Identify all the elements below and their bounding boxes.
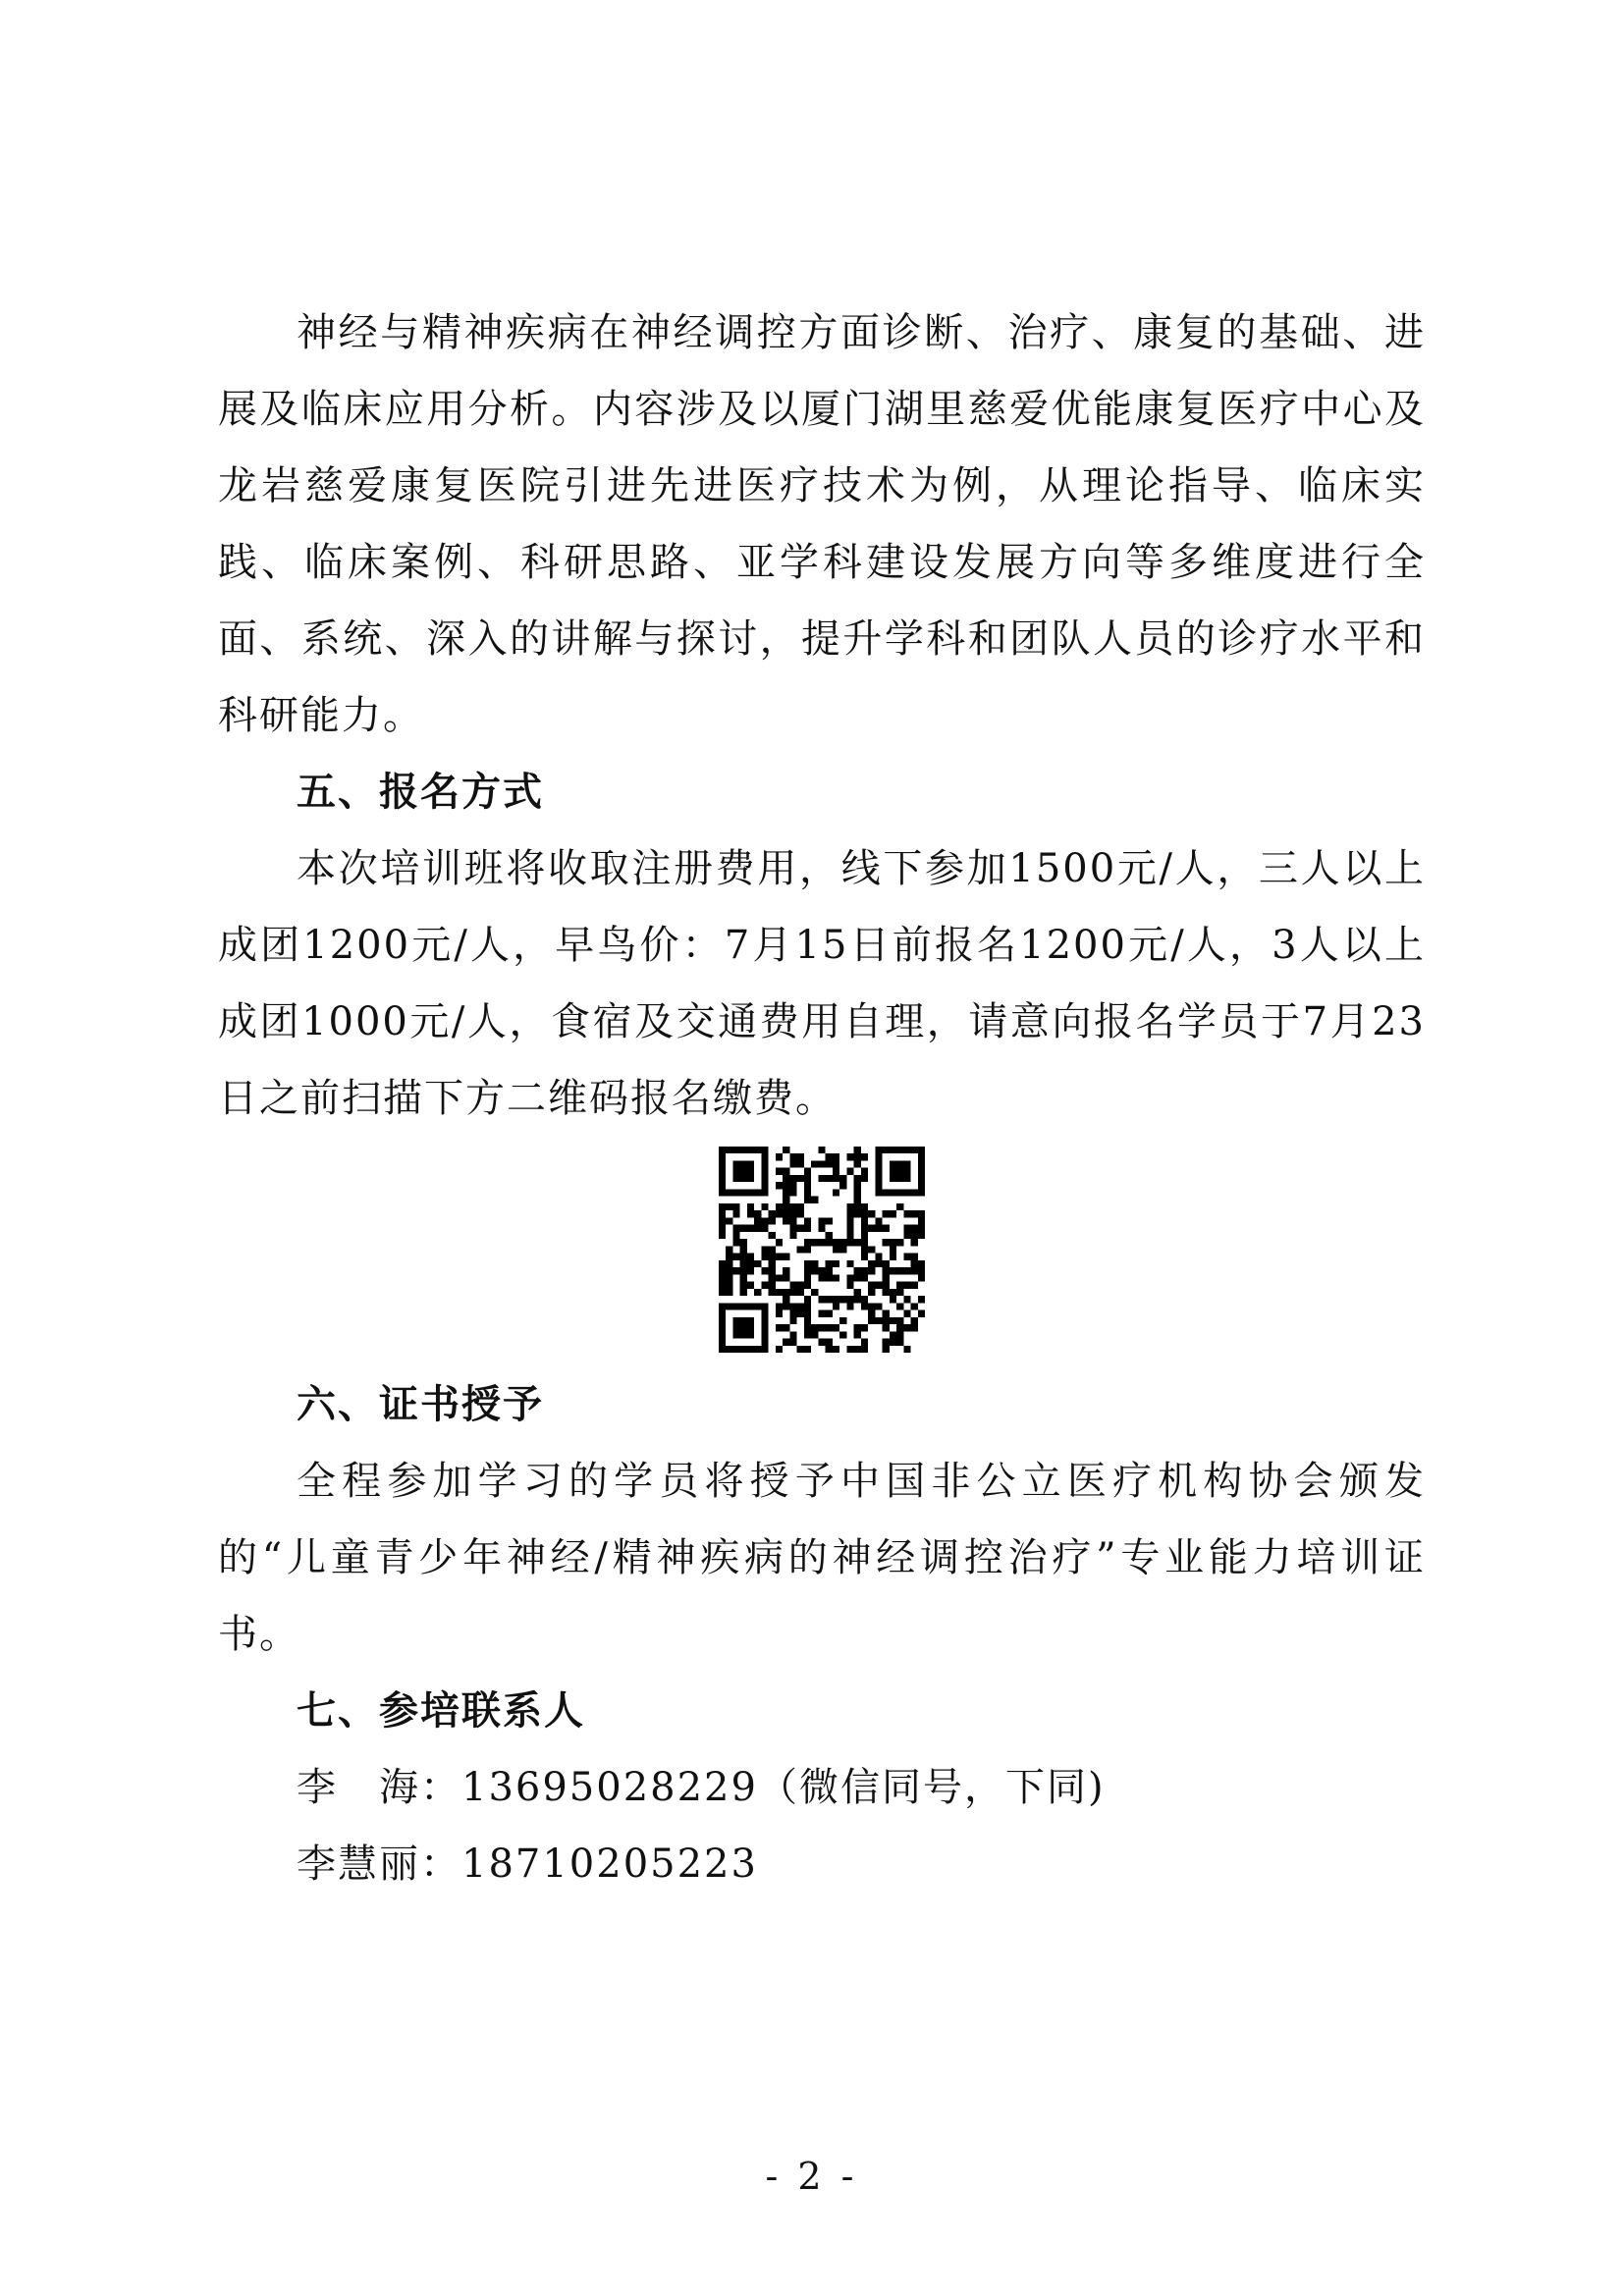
contact-line: 李慧丽：18710205223 — [297, 1842, 758, 1887]
contact-line: 李 海：13695028229（微信同号，下同) — [297, 1765, 1106, 1810]
section7-heading: 七、参培联系人 — [297, 1687, 585, 1734]
section6-body: 全程参加学习的学员将授予中国非公立医疗机构协会颁发的“儿童青少年神经/精神疾病的神经调控治疗”专业能力培训证书。 — [218, 1459, 1426, 1657]
section5-heading: 五、报名方式 — [297, 769, 544, 815]
intro-paragraph: 神经与精神疾病在神经调控方面诊断、治疗、康复的基础、进展及临床应用分析。内容涉及以厦门湖里慈爱优能康复医疗中心及龙岩慈爱康复医院引进先进医疗技术为例，从理论指导、临床实践、临床案例、科研思路、亚学科建设发展方向等多维度进行全面、系统、深入的讲解与探讨，提升学科和团队人员的诊疗水平和科研能力。 — [218, 310, 1426, 738]
registration-qr-code[interactable] — [719, 1147, 925, 1353]
section5-body: 本次培训班将收取注册费用，线下参加1500元/人，三人以上成团1200元/人，早鸟价：7月15日前报名1200元/人，3人以上成团1000元/人，食宿及交通费用自理，请意向报名学员于7月23日之前扫描下方二维码报名缴费。 — [218, 846, 1426, 1121]
document-body — [218, 294, 1426, 1902]
section6-heading: 六、证书授予 — [297, 1381, 544, 1427]
qr-code-container — [218, 1137, 1426, 1366]
page-number: - 2 - — [765, 2155, 858, 2198]
